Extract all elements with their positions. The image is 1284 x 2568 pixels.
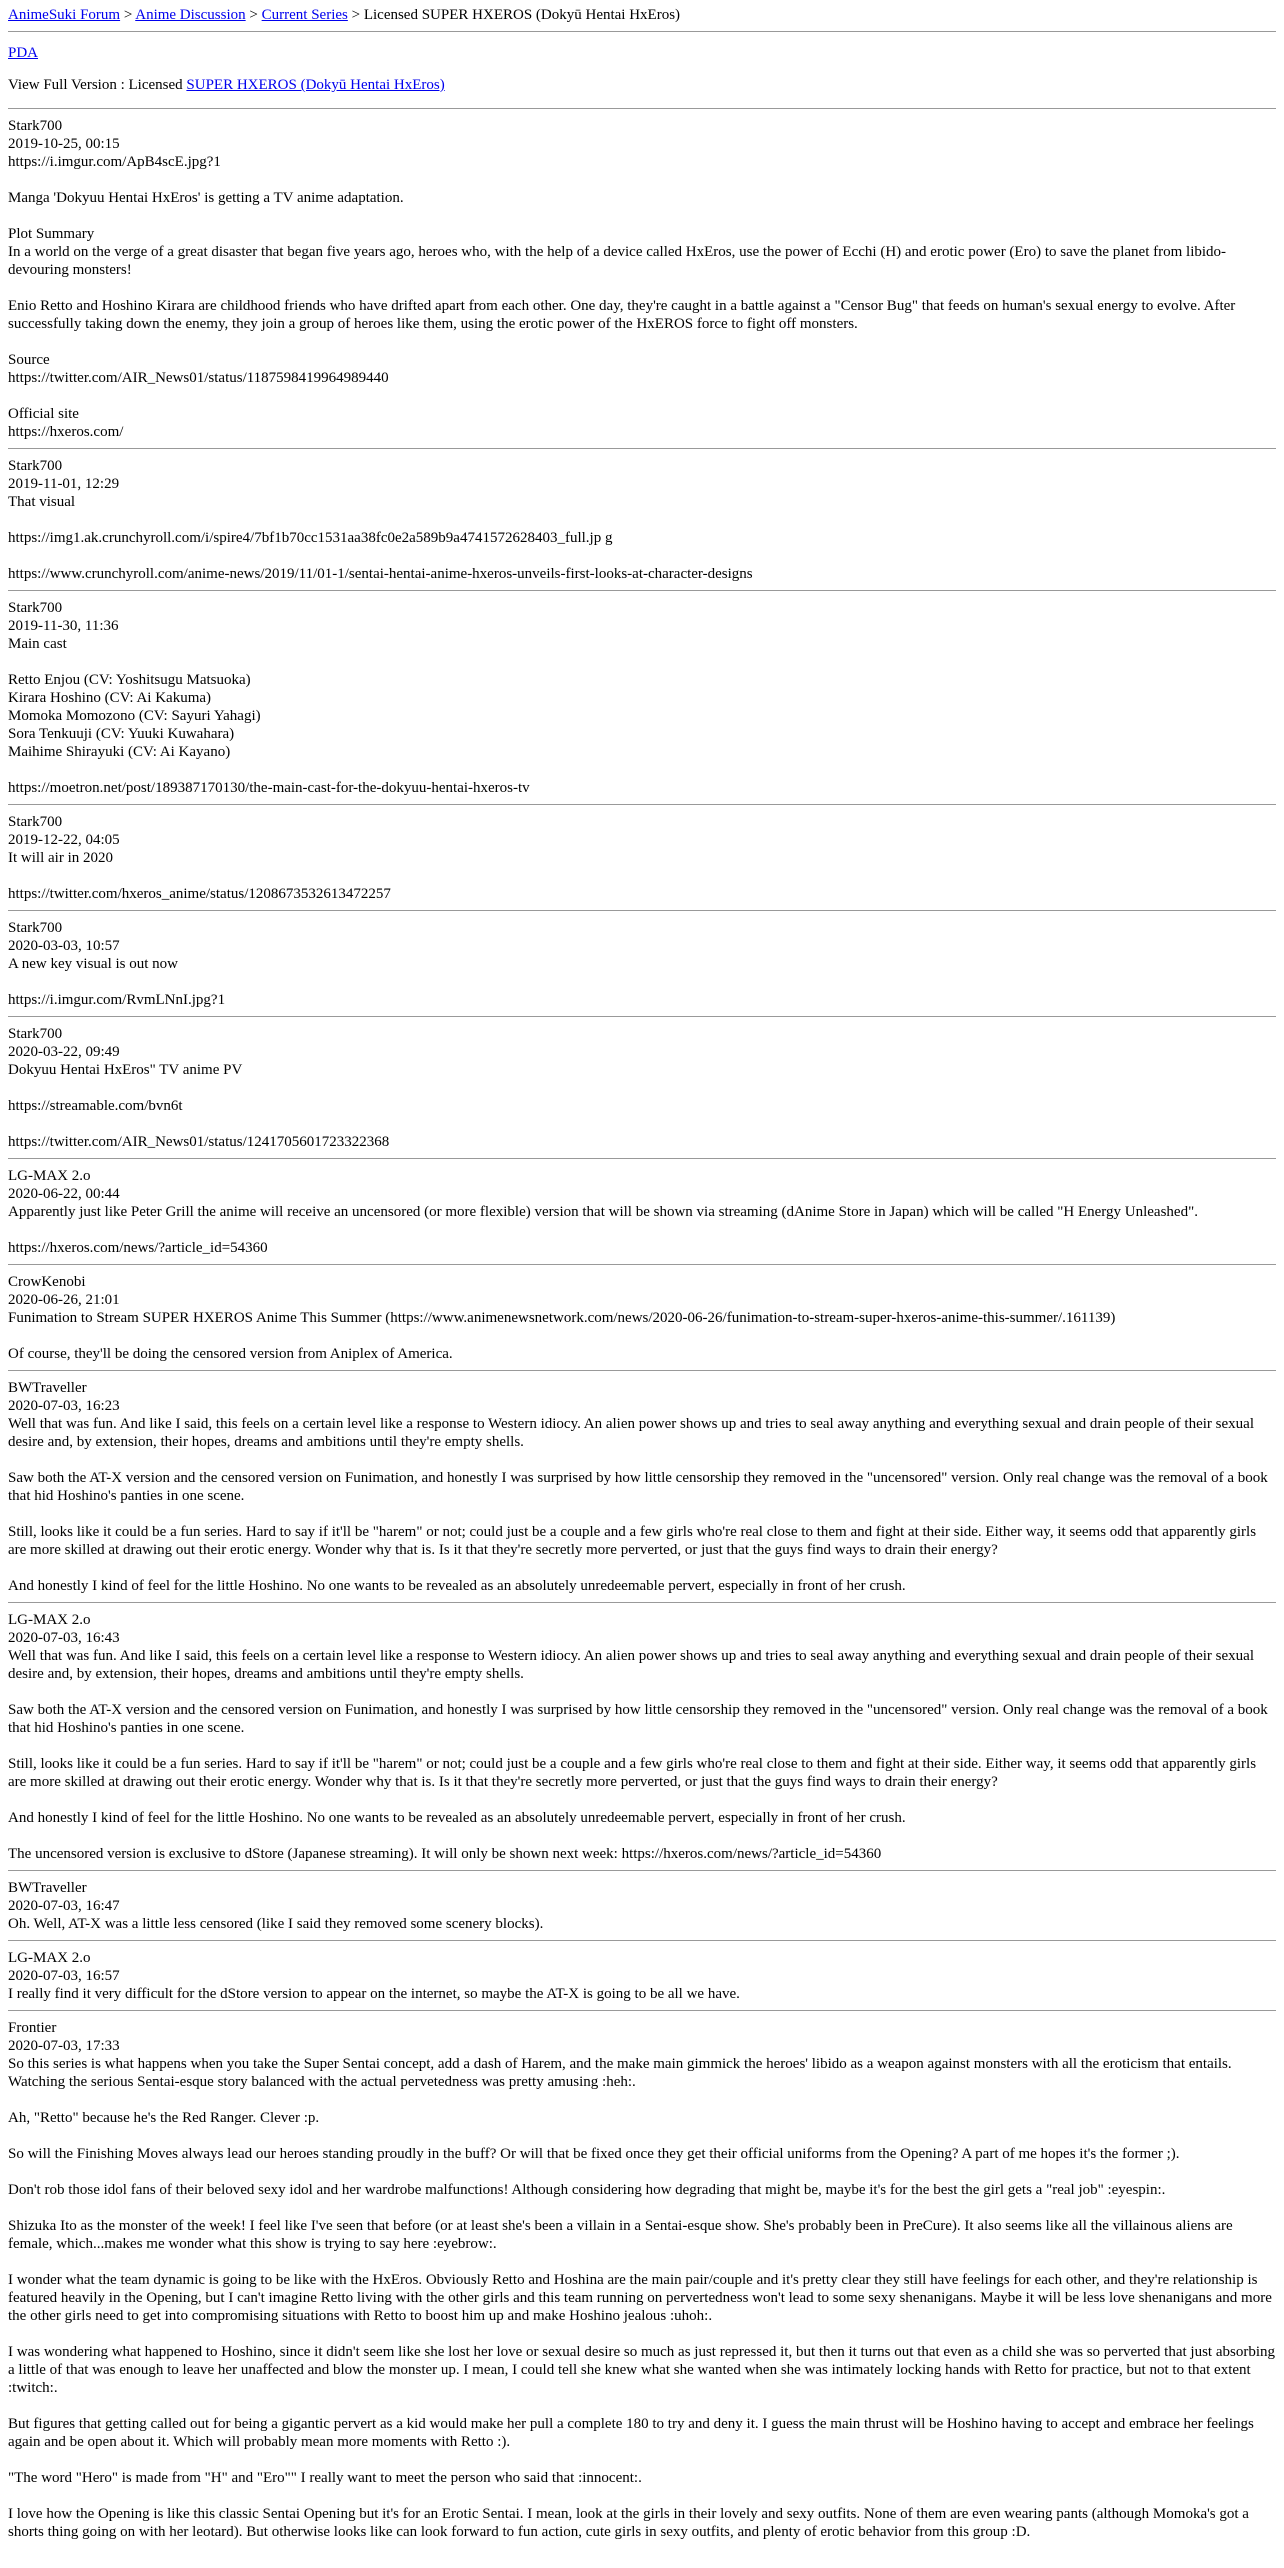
post-date: 2020-07-03, 16:47: [8, 1898, 120, 1914]
post-date: 2020-07-03, 17:33: [8, 2038, 120, 2054]
post-paragraph: Enio Retto and Hoshino Kirara are childhood friends who have drifted apart from each other. One day, they're caught in a battle against a "Censor Bug" that feeds on human's sexual energy to evolve. After successfully taking down the enemy, they join a group of heroes like them, using the erotic power of the HxEROS force to fight off monsters.: [8, 298, 1236, 332]
post-paragraph: That visual: [8, 494, 76, 510]
post-paragraph: The uncensored version is exclusive to dStore (Japanese streaming). It will only be shown next week: https://hxeros.com/news/?article_id=54360: [8, 1846, 882, 1862]
post-divider: [8, 2010, 1276, 2011]
breadcrumb-separator: >: [347, 7, 364, 23]
post-body: [8, 1203, 1276, 1257]
post: [8, 2019, 1276, 2541]
post-divider: [8, 910, 1276, 911]
post: [8, 457, 1276, 583]
post-paragraph: https://i.imgur.com/RvmLNnI.jpg?1: [8, 992, 226, 1008]
post-paragraph: https://twitter.com/AIR_News01/status/1241705601723322368: [8, 1134, 390, 1150]
post-paragraph: Apparently just like Peter Grill the anime will receive an uncensored (or more flexible) version that will be shown via streaming (dAnime Store in Japan) which will be called "H Energy Unleashed".: [8, 1204, 1198, 1220]
post: [8, 1611, 1276, 1863]
post-paragraph: Manga 'Dokyuu Hentai HxEros' is getting a TV anime adaptation.: [8, 190, 404, 206]
post: [8, 1879, 1276, 1933]
post-author: BWTraveller: [8, 1880, 87, 1896]
post-body: [8, 2055, 1276, 2541]
post-paragraph: Still, looks like it could be a fun series. Hard to say if it'll be "harem" or not; could just be a couple and a few girls who're real close to them and fight at their side. Either way, it seems odd that apparently girls are more skilled at drawing out their erotic energy. Wonder why that is. Is it that they're secretly more perverted, or just that the guys find ways to drain their energy?: [8, 1756, 1257, 1790]
post-paragraph: https://streamable.com/bvn6t: [8, 1098, 183, 1114]
post-author: Stark700: [8, 600, 63, 616]
post-paragraph: Shizuka Ito as the monster of the week! I feel like I've seen that before (or at least she's been a villain in a Sentai-esque show. She's probably been in PreCure). It also seems like all the villainous aliens are female, which...makes me wonder what this show is trying to say here :eyebrow:.: [8, 2218, 1233, 2252]
divider: [8, 31, 1276, 32]
post-paragraph: Ah, "Retto" because he's the Red Ranger. Clever :p.: [8, 2110, 320, 2126]
post-paragraph: So will the Finishing Moves always lead our heroes standing proudly in the buff? Or will that be fixed once they get their official uniforms from the Opening? A part of me hopes it's the former ;).: [8, 2146, 1180, 2162]
post-paragraph: Official site https://hxeros.com/: [8, 406, 124, 440]
post-date: 2019-11-01, 12:29: [8, 476, 120, 492]
view-full-thread-link[interactable]: SUPER HXEROS (Dokyū Hentai HxEros): [186, 77, 445, 93]
post-paragraph: And honestly I kind of feel for the little Hoshino. No one wants to be revealed as an absolutely unredeemable pervert, especially in front of her crush.: [8, 1578, 906, 1594]
breadcrumb-separator: >: [245, 7, 262, 23]
post-date: 2020-06-26, 21:01: [8, 1292, 120, 1308]
post: [8, 1167, 1276, 1257]
post-author: Stark700: [8, 458, 63, 474]
post-paragraph: And honestly I kind of feel for the little Hoshino. No one wants to be revealed as an absolutely unredeemable pervert, especially in front of her crush.: [8, 1810, 906, 1826]
post-body: [8, 153, 1276, 441]
post-body: [8, 1309, 1276, 1363]
post-body: [8, 1647, 1276, 1863]
post-paragraph: Plot Summary In a world on the verge of a great disaster that began five years ago, heroes who, with the help of a device called HxEros, use the power of Ecchi (H) and erotic power (Ero) to save the planet from libido-devouring monsters!: [8, 226, 1227, 278]
post-divider: [8, 1370, 1276, 1371]
post-date: 2019-12-22, 04:05: [8, 832, 120, 848]
breadcrumb-separator: >: [120, 7, 136, 23]
post-paragraph: https://i.imgur.com/ApB4scE.jpg?1: [8, 154, 221, 170]
post-divider: [8, 1016, 1276, 1017]
post-date: 2020-06-22, 00:44: [8, 1186, 120, 1202]
post-paragraph: But figures that getting called out for being a gigantic pervert as a kid would make her pull a complete 180 to try and deny it. I guess the main thrust will be Hoshino having to accept and embrace her feelings again and be open about it. Which will probably mean more moments with Retto :).: [8, 2416, 1254, 2450]
post-date: 2019-10-25, 00:15: [8, 136, 120, 152]
breadcrumb-link-anime-discussion[interactable]: Anime Discussion: [135, 7, 246, 23]
post-body: [8, 849, 1276, 903]
post-paragraph: I really find it very difficult for the dStore version to appear on the internet, so maybe the AT-X is going to be all we have.: [8, 1986, 740, 2002]
post-author: LG-MAX 2.o: [8, 1612, 91, 1628]
post-date: 2020-07-03, 16:23: [8, 1398, 120, 1414]
post-date: 2020-03-22, 09:49: [8, 1044, 120, 1060]
post-author: Stark700: [8, 814, 63, 830]
post-divider: [8, 1264, 1276, 1265]
post: [8, 117, 1276, 441]
post-author: Stark700: [8, 1026, 63, 1042]
post-author: CrowKenobi: [8, 1274, 86, 1290]
post-divider: [8, 1158, 1276, 1159]
post-paragraph: Saw both the AT-X version and the censored version on Funimation, and honestly I was surprised by how little censorship they removed in the "uncensored" version. Only real change was the removal of a book that hid Hoshino's panties in one scene.: [8, 1702, 1268, 1736]
post-paragraph: Retto Enjou (CV: Yoshitsugu Matsuoka) Kirara Hoshino (CV: Ai Kakuma) Momoka Momozono (CV: Sayuri Yahagi) Sora Tenkuuji (CV: Yuuki Kuwahara) Maihime Shirayuki (CV: Ai Kayano): [8, 672, 261, 760]
post-author: LG-MAX 2.o: [8, 1950, 91, 1966]
post-paragraph: https://twitter.com/hxeros_anime/status/1208673532613472257: [8, 886, 391, 902]
post-author: Stark700: [8, 118, 63, 134]
post: [8, 599, 1276, 797]
post-paragraph: Still, looks like it could be a fun series. Hard to say if it'll be "harem" or not; could just be a couple and a few girls who're real close to them and fight at their side. Either way, it seems odd that apparently girls are more skilled at drawing out their erotic energy. Wonder why that is. Is it that they're secretly more perverted, or just that the guys find ways to drain their energy?: [8, 1524, 1257, 1558]
post-date: 2020-03-03, 10:57: [8, 938, 120, 954]
post-paragraph: https://hxeros.com/news/?article_id=54360: [8, 1240, 268, 1256]
post-author: LG-MAX 2.o: [8, 1168, 91, 1184]
post-divider: [8, 108, 1276, 109]
post: [8, 919, 1276, 1009]
post-paragraph: Dokyuu Hentai HxEros" TV anime PV: [8, 1062, 243, 1078]
post-paragraph: Source https://twitter.com/AIR_News01/status/1187598419964989440: [8, 352, 389, 386]
post-paragraph: I wonder what the team dynamic is going to be like with the HxEros. Obviously Retto and Hoshina are the main pair/couple and it's pretty clear they still have feelings for each other, and they're relationship is featured heavily in the Opening, but I can't imagine Retto living with the other girls and this team running on pervertedness won't lead to some sexy shenanigans. Maybe it will be less love shenanigans and more the other girls need to get into compromising situations with Retto to boost him up and make Hoshino jealous :uhoh:.: [8, 2272, 1272, 2324]
breadcrumb-link-current-series[interactable]: Current Series: [261, 7, 348, 23]
post-paragraph: A new key visual is out now: [8, 956, 178, 972]
post-divider: [8, 804, 1276, 805]
post-list: [8, 108, 1276, 2541]
post: [8, 1025, 1276, 1151]
post-date: 2020-07-03, 16:43: [8, 1630, 120, 1646]
post-paragraph: https://www.crunchyroll.com/anime-news/2019/11/01-1/sentai-hentai-anime-hxeros-unveils-first-looks-at-character-designs: [8, 566, 753, 582]
post-divider: [8, 448, 1276, 449]
view-full-version: [8, 76, 1276, 94]
post-author: BWTraveller: [8, 1380, 87, 1396]
post-divider: [8, 1602, 1276, 1603]
post-body: [8, 493, 1276, 583]
post-body: [8, 1985, 1276, 2003]
breadcrumb-link-forum[interactable]: AnimeSuki Forum: [8, 7, 121, 23]
post-paragraph: Funimation to Stream SUPER HXEROS Anime This Summer (https://www.animenewsnetwork.com/news/2020-06-26/funimation-to-stream-super-hxeros-anime-this-summer/.161139): [8, 1310, 1116, 1326]
post-paragraph: https://moetron.net/post/189387170130/the-main-cast-for-the-dokyuu-hentai-hxeros-tv: [8, 780, 530, 796]
post-date: 2019-11-30, 11:36: [8, 618, 119, 634]
post-body: [8, 955, 1276, 1009]
post-author: Stark700: [8, 920, 63, 936]
post-paragraph: "The word "Hero" is made from "H" and "Ero"" I really want to meet the person who said that :innocent:.: [8, 2470, 642, 2486]
post-paragraph: So this series is what happens when you take the Super Sentai concept, add a dash of Harem, and the make main gimmick the heroes' libido as a weapon against monsters with all the eroticism that entails. Watching the serious Sentai-esque story balanced with the actual pervetedness was pretty amusing :heh:.: [8, 2056, 1232, 2090]
post-paragraph: Saw both the AT-X version and the censored version on Funimation, and honestly I was surprised by how little censorship they removed in the "uncensored" version. Only real change was the removal of a book that hid Hoshino's panties in one scene.: [8, 1470, 1268, 1504]
post: [8, 1379, 1276, 1595]
post-divider: [8, 1870, 1276, 1871]
post-body: [8, 635, 1276, 797]
post: [8, 1273, 1276, 1363]
post-date: 2020-07-03, 16:57: [8, 1968, 120, 1984]
post-body: [8, 1061, 1276, 1151]
post-paragraph: Don't rob those idol fans of their beloved sexy idol and her wardrobe malfunctions! Although considering how degrading that might be, maybe it's for the best the girl gets a "real job" :eyespin:.: [8, 2182, 1166, 2198]
post-author: Frontier: [8, 2020, 57, 2036]
post: [8, 1949, 1276, 2003]
view-full-prefix: View Full Version : Licensed: [8, 77, 187, 93]
post-paragraph: I was wondering what happened to Hoshino, since it didn't seem like she lost her love or sexual desire so much as just repressed it, but then it turns out that even as a child she was so perverted that just absorbing a little of that was enough to leave her unaffected and blow the monster up. I mean, I could tell she knew what she wanted when she was intimately locking hands with Retto for practice, but not to that extent :twitch:.: [8, 2344, 1276, 2396]
post-paragraph: Well that was fun. And like I said, this feels on a certain level like a response to Western idiocy. An alien power shows up and tries to seal away anything and everything sexual and drain people of their sexual desire and, by extension, their hopes, dreams and ambitions until they're empty shells.: [8, 1416, 1254, 1450]
post-divider: [8, 590, 1276, 591]
post-paragraph: Well that was fun. And like I said, this feels on a certain level like a response to Western idiocy. An alien power shows up and tries to seal away anything and everything sexual and drain people of their sexual desire and, by extension, their hopes, dreams and ambitions until they're empty shells.: [8, 1648, 1254, 1682]
post-divider: [8, 1940, 1276, 1941]
post-paragraph: I love how the Opening is like this classic Sentai Opening but it's for an Erotic Sentai. I mean, look at the girls in their lovely and sexy outfits. None of them are even wearing pants (although Momoka's got a shorts thing going on with her leotard). But otherwise looks like can look forward to fun action, cute girls in sexy outfits, and plenty of erotic behavior from this group :D.: [8, 2506, 1249, 2540]
post-paragraph: Of course, they'll be doing the censored version from Aniplex of America.: [8, 1346, 453, 1362]
post-paragraph: It will air in 2020: [8, 850, 113, 866]
post-paragraph: Oh. Well, AT-X was a little less censored (like I said they removed some scenery blocks).: [8, 1916, 544, 1932]
post: [8, 813, 1276, 903]
post-paragraph: https://img1.ak.crunchyroll.com/i/spire4/7bf1b70cc1531aa38fc0e2a589b9a4741572628403_full.jp g: [8, 530, 613, 546]
breadcrumb-current-thread: Licensed SUPER HXEROS (Dokyū Hentai HxEros): [363, 7, 681, 23]
breadcrumb: [8, 6, 1276, 24]
post-body: [8, 1915, 1276, 1933]
post-paragraph: Main cast: [8, 636, 67, 652]
post-body: [8, 1415, 1276, 1595]
pda-link[interactable]: PDA: [8, 45, 39, 61]
